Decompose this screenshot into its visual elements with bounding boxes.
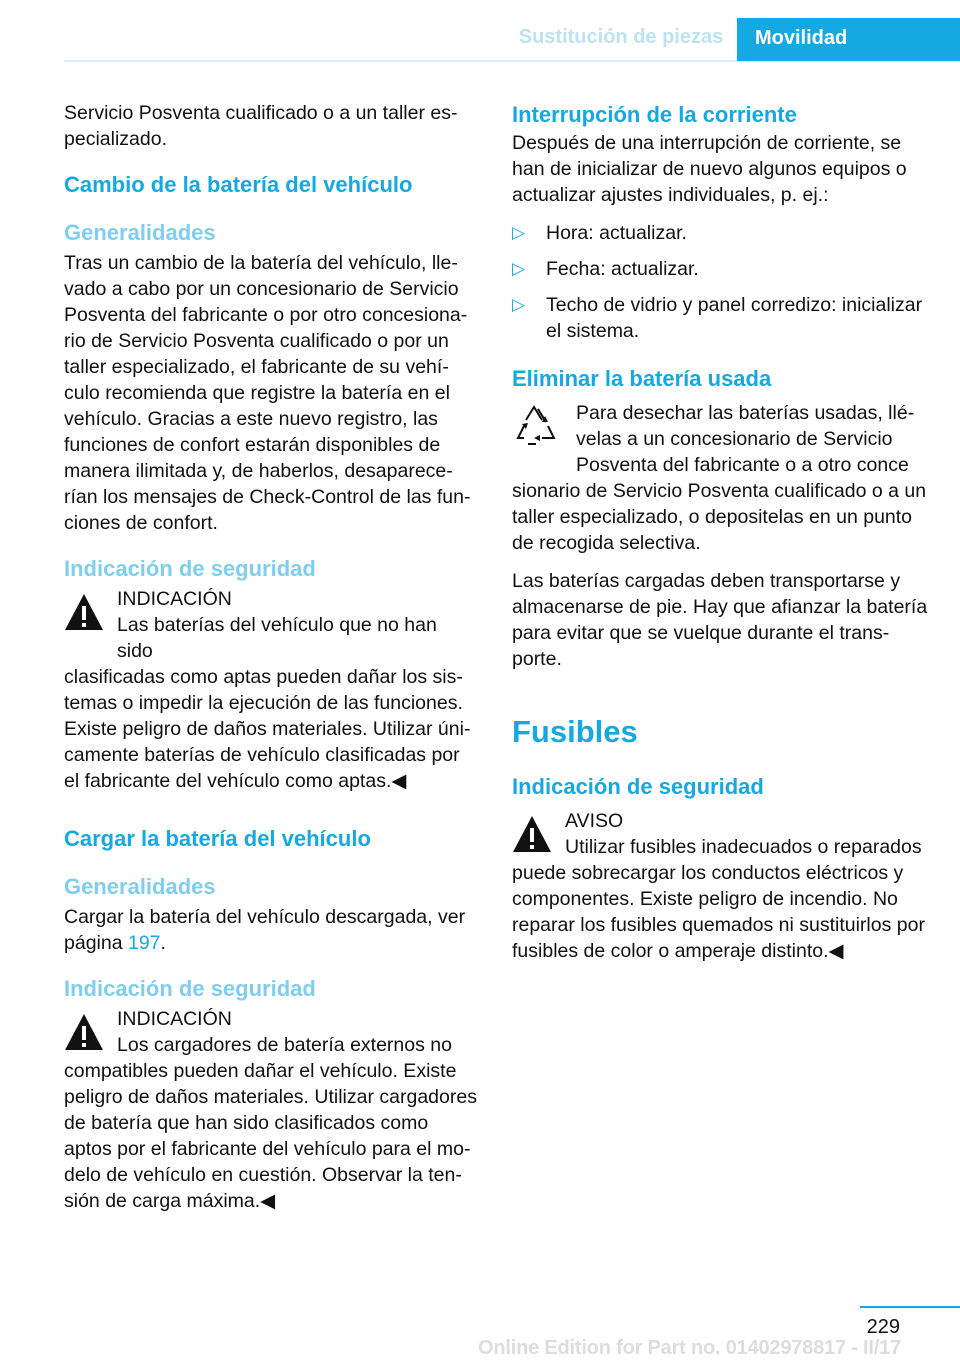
warning-triangle-icon: [64, 1012, 104, 1052]
notice-label: INDICACIÓN: [117, 588, 232, 610]
right-column: [512, 100, 928, 976]
paragraph-interrupcion: Después de una interrupción de corriente, se han de inicializar de nuevo algunos equipos o actualizar ajustes individuales, p. ej.:: [512, 132, 907, 206]
notice-text-first: Utilizar fusibles inadecuados o reparados: [565, 836, 922, 858]
warning-triangle-icon: [512, 814, 552, 854]
safety-notice-3: [512, 808, 928, 964]
notice-text-rest: compatibles pueden dañar el vehículo. Existe peligro de daños materiales. Utilizar cargadores de batería que han sido clasificados como aptos por el fabricante del vehículo para el modelo de vehículo en cuestión. Observar la tensión de carga máxima.◀: [64, 1060, 477, 1212]
notice-text-rest: puede sobrecargar los conductos eléctricos y componentes. Existe peligro de incendio. No reparar los fusibles quemados ni sustituirlos por fusibles de color o amperaje distinto.◀: [512, 862, 925, 962]
subheading-seguridad-2: Indicación de seguridad: [64, 976, 316, 1001]
safety-notice: [64, 586, 477, 794]
bullet-list: [512, 220, 928, 344]
notice-label: AVISO: [565, 810, 624, 832]
page-number-rule: [860, 1306, 960, 1308]
left-column: [64, 100, 477, 1226]
paragraph-generalidades: Tras un cambio de la batería del vehículo, llevado a cabo por un concesionario de Servicio Posventa del fabricante o por otro concesionario de Servicio Posventa cualificado o por un taller especializado, el fabricante de su vehículo recomienda que registre la batería en el vehículo. Gracias a este nuevo registro, las funciones de confort estarán disponibles de manera ilimitada y, de haberlos, desaparecerían los mensajes de Check-Control de las funciones de confort.: [64, 252, 471, 534]
paragraph-cargar-text: Cargar la batería del vehículo descargada, ver página: [64, 906, 466, 954]
heading-cambio-bateria: Cambio de la batería del vehículo: [64, 172, 413, 197]
subheading-generalidades-2: Generalidades: [64, 874, 216, 899]
paragraph-cargadas: Las baterías cargadas deben transportarse y almacenarse de pie. Hay que afianzar la batería para evitar que se vuelque durante el transporte.: [512, 570, 928, 670]
edition-footer: Online Edition for Part no. 01402978817 - II/17: [478, 1337, 901, 1359]
page-reference-link[interactable]: 197: [127, 932, 161, 954]
paragraph-cargar: [64, 904, 477, 956]
page-number: 229: [866, 1316, 900, 1338]
recycling-text-rest: sionario de Servicio Posventa cualificado o a un taller especializado, o depositelas en un punto de recogida selectiva.: [512, 480, 927, 554]
heading-cargar-bateria: Cargar la batería del vehículo: [64, 826, 371, 851]
heading-eliminar: Eliminar la batería usada: [512, 366, 772, 391]
bullet-triangle-icon: ▷: [512, 295, 526, 314]
notice-text-first: Los cargadores de batería externos no: [117, 1034, 452, 1056]
heading-fusibles: Fusibles: [512, 714, 638, 749]
subheading-generalidades: Generalidades: [64, 220, 216, 245]
paragraph-continued: Servicio Posventa cualificado o a un taller especializado.: [64, 102, 458, 150]
safety-notice-2: [64, 1006, 477, 1214]
list-item: ▷ Fecha: actualizar.: [512, 258, 699, 280]
notice-text-first: Las baterías del vehículo que no han sido: [117, 614, 437, 662]
recycling-notice: [512, 400, 928, 556]
recycling-text-first: Para desechar las baterías usadas, llévelas a un concesionario de Servicio Posventa del fabricante o a otro conce: [576, 402, 915, 476]
paragraph-cargar-end: .: [160, 932, 166, 954]
heading-interrupcion: Interrupción de la corriente: [512, 102, 797, 127]
bullet-triangle-icon: ▷: [512, 259, 526, 278]
warning-triangle-icon: [64, 592, 104, 632]
notice-label: INDICACIÓN: [117, 1008, 232, 1030]
recycle-icon: [512, 400, 560, 458]
header-section-title: Sustitución de piezas: [518, 26, 724, 48]
subheading-seguridad: Indicación de seguridad: [64, 556, 316, 581]
list-item: ▷ Techo de vidrio y panel corredizo: inicializar el sistema.: [512, 294, 923, 342]
list-item: ▷ Hora: actualizar.: [512, 222, 687, 244]
subheading-seguridad-fusibles: Indicación de seguridad: [512, 774, 764, 799]
bullet-triangle-icon: ▷: [512, 223, 526, 242]
notice-text-rest: clasificadas como aptas pueden dañar los sistemas o impedir la ejecución de las funciones. Existe peligro de daños materiales. Utilizar únicamente baterías de vehículo clasificadas por el fabricante del vehículo como aptas.◀: [64, 666, 471, 792]
header-chapter-tab[interactable]: Movilidad: [737, 18, 960, 61]
